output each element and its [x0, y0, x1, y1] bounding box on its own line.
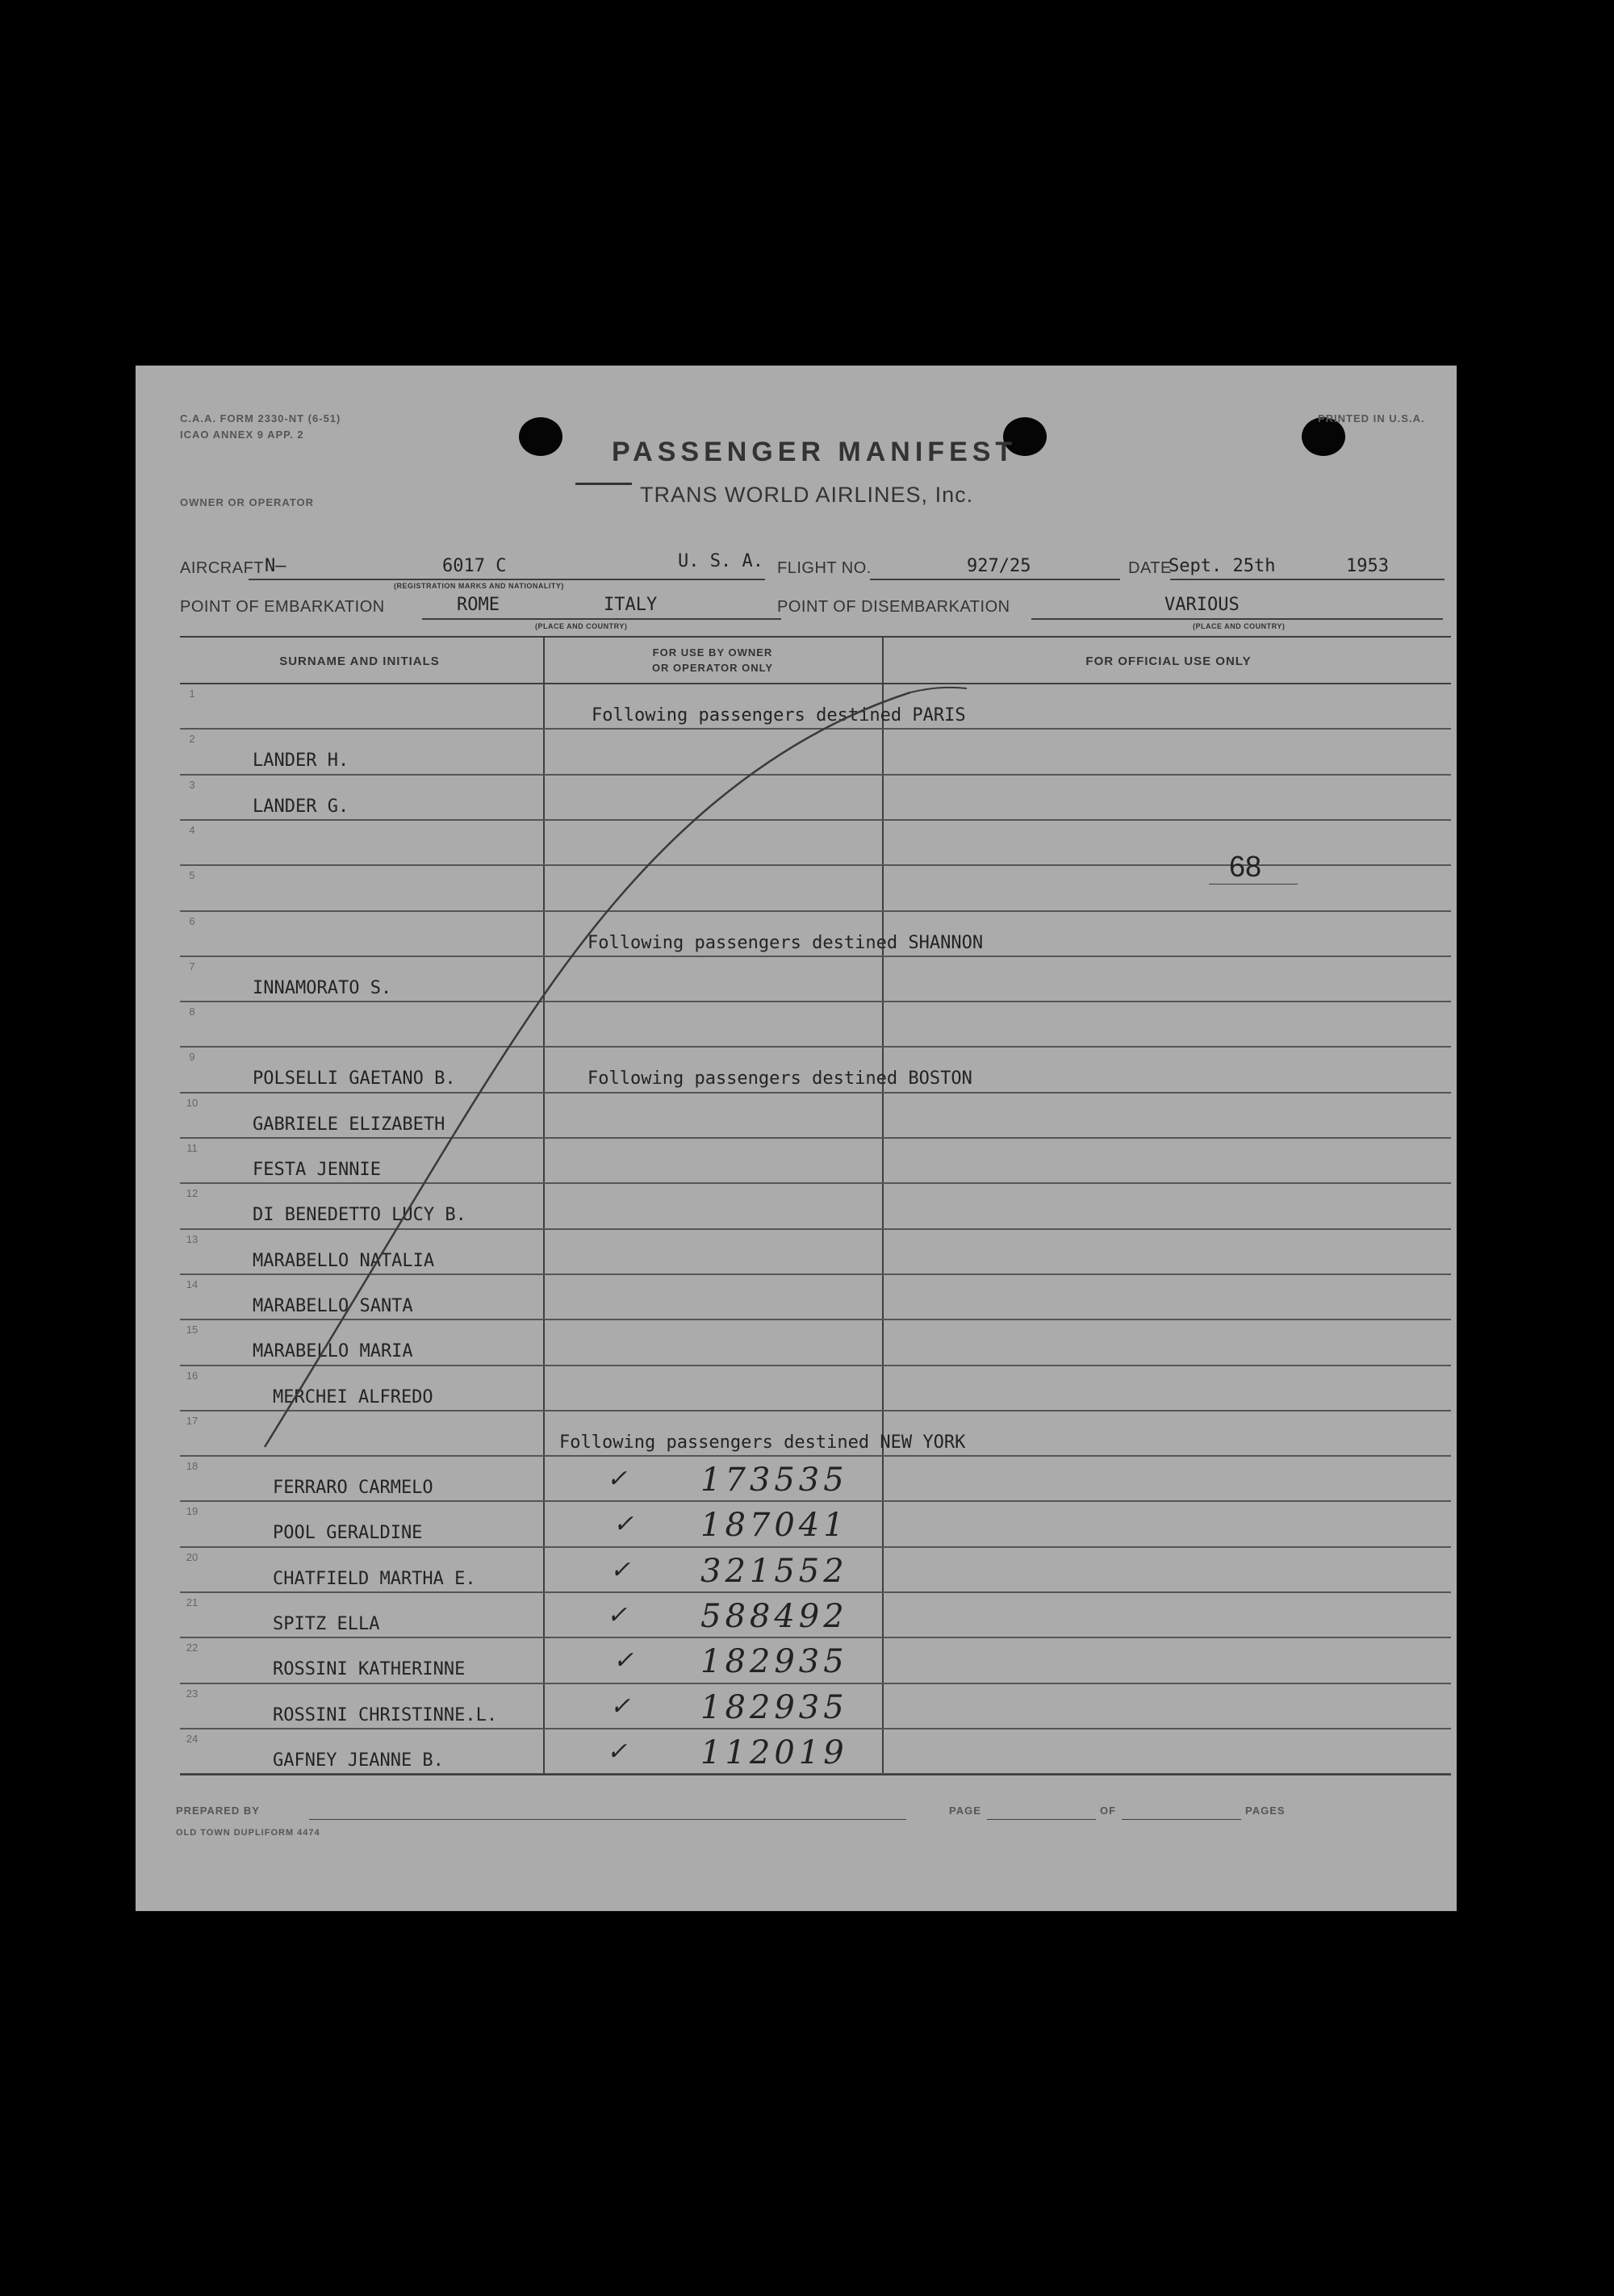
row-number: 14 [186, 1278, 199, 1290]
passenger-name: DI BENEDETTO LUCY B. [253, 1205, 466, 1226]
form-number: C.A.A. FORM 2330-NT (6-51) [180, 412, 341, 424]
row-number: 24 [186, 1732, 199, 1745]
row-number: 2 [189, 733, 195, 746]
row-number: 20 [186, 1550, 199, 1563]
prepared-by-label: PREPARED BY [176, 1805, 260, 1817]
aircraft-prefix: N— [265, 556, 286, 576]
column-header-official: FOR OFFICIAL USE ONLY [1085, 655, 1252, 668]
page-label: PAGE [949, 1805, 981, 1817]
destination-note: Following passengers destined PARIS [592, 705, 966, 726]
row-number: 10 [186, 1096, 199, 1109]
destination-note: Following passengers destined NEW YORK [559, 1432, 966, 1453]
check-mark: ✓ [613, 1510, 638, 1539]
row-number: 17 [186, 1414, 199, 1427]
page-rule [987, 1819, 1096, 1820]
ticket-number: 321552 [700, 1552, 848, 1590]
passenger-name: LANDER H. [253, 751, 349, 772]
passenger-name: GABRIELE ELIZABETH [253, 1114, 445, 1135]
printed-in: PRINTED IN U.S.A. [1318, 412, 1425, 424]
ticket-number: 182935 [700, 1643, 848, 1681]
row-number: 4 [189, 823, 195, 836]
passenger-name: MERCHEI ALFREDO [273, 1386, 433, 1407]
passenger-name: ROSSINI KATHERINNE [273, 1659, 466, 1680]
handwritten-strike-line [136, 366, 1457, 1911]
passenger-name: MARABELLO NATALIA [253, 1250, 435, 1271]
passenger-name: LANDER G. [253, 796, 349, 817]
pages-label: PAGES [1245, 1805, 1286, 1817]
flight-label: FLIGHT NO. [777, 559, 872, 577]
row-number: 21 [186, 1596, 199, 1608]
of-rule [1122, 1819, 1241, 1820]
row-number: 1 [189, 688, 195, 700]
column-header-operator-line1: FOR USE BY OWNER [652, 646, 773, 659]
passenger-name: ROSSINI CHRISTINNE.L. [273, 1704, 498, 1725]
passenger-name: MARABELLO SANTA [253, 1295, 413, 1316]
printer-imprint: OLD TOWN DUPLIFORM 4474 [176, 1828, 320, 1838]
check-mark: ✓ [607, 1465, 632, 1494]
aircraft-registration: 6017 C [442, 556, 507, 576]
official-note-rule [1209, 884, 1298, 885]
official-use-note: 68 [1229, 850, 1262, 883]
ticket-number: 173535 [700, 1462, 848, 1499]
disembarkation-label: POINT OF DISEMBARKATION [777, 598, 1010, 616]
place-caption: (PLACE AND COUNTRY) [535, 622, 628, 630]
check-mark: ✓ [613, 1646, 638, 1675]
check-mark: ✓ [607, 1737, 632, 1766]
operator-label: OWNER OR OPERATOR [180, 496, 315, 508]
row-number: 13 [186, 1232, 199, 1245]
ticket-number: 588492 [700, 1598, 848, 1635]
aircraft-nationality: U. S. A. [678, 551, 763, 571]
passenger-name: INNAMORATO S. [253, 977, 392, 998]
row-number: 15 [186, 1324, 199, 1336]
embarkation-country: ITALY [604, 595, 658, 615]
prepared-by-rule [309, 1819, 906, 1820]
row-number: 3 [189, 778, 195, 791]
passenger-name: POOL GERALDINE [273, 1523, 423, 1544]
flight-date: Sept. 25th [1169, 556, 1276, 576]
passenger-name: FESTA JENNIE [253, 1160, 381, 1180]
ticket-number: 187041 [700, 1507, 848, 1545]
row-number: 11 [186, 1142, 198, 1154]
place-caption-2: (PLACE AND COUNTRY) [1193, 622, 1286, 630]
row-number: 8 [189, 1006, 195, 1018]
row-number: 18 [186, 1460, 199, 1473]
row-number: 12 [186, 1187, 199, 1200]
embarkation-city: ROME [457, 595, 500, 615]
row-number: 22 [186, 1641, 199, 1654]
passenger-name: FERRARO CARMELO [273, 1478, 433, 1499]
of-label: OF [1100, 1805, 1117, 1817]
passenger-name: MARABELLO MARIA [253, 1341, 413, 1362]
passenger-name: SPITZ ELLA [273, 1614, 380, 1634]
flight-number: 927/25 [967, 556, 1031, 576]
embarkation-label: POINT OF EMBARKATION [180, 598, 385, 616]
flight-year: 1953 [1346, 556, 1389, 576]
destination-note: Following passengers destined BOSTON [587, 1069, 972, 1089]
row-number: 16 [186, 1369, 199, 1382]
row-number: 6 [189, 914, 195, 927]
ticket-number: 182935 [700, 1688, 848, 1726]
check-mark: ✓ [610, 1692, 635, 1721]
icao-reference: ICAO ANNEX 9 APP. 2 [180, 429, 304, 441]
ticket-number: 112019 [700, 1734, 848, 1771]
row-number: 19 [186, 1505, 199, 1518]
passenger-name: POLSELLI GAETANO B. [253, 1069, 456, 1089]
manifest-sheet [136, 366, 1457, 1911]
page-title: PASSENGER MANIFEST [612, 437, 1018, 467]
row-number: 23 [186, 1687, 199, 1700]
row-number: 9 [189, 1051, 195, 1064]
registration-caption: (REGISTRATION MARKS AND NATIONALITY) [394, 582, 564, 590]
row-number: 7 [189, 960, 195, 972]
column-header-operator-line2: OR OPERATOR ONLY [651, 662, 774, 674]
date-label: DATE [1128, 559, 1172, 577]
aircraft-label: AIRCRAFT [180, 559, 264, 577]
column-header-surname: SURNAME AND INITIALS [279, 655, 440, 668]
passenger-name: GAFNEY JEANNE B. [273, 1750, 444, 1771]
check-mark: ✓ [610, 1555, 635, 1584]
row-number: 5 [189, 869, 195, 882]
disembarkation-point: VARIOUS [1165, 595, 1240, 615]
passenger-name: CHATFIELD MARTHA E. [273, 1568, 476, 1589]
operator-name: TRANS WORLD AIRLINES, Inc. [640, 483, 974, 507]
check-mark: ✓ [607, 1601, 632, 1629]
destination-note: Following passengers destined SHANNON [587, 932, 984, 953]
